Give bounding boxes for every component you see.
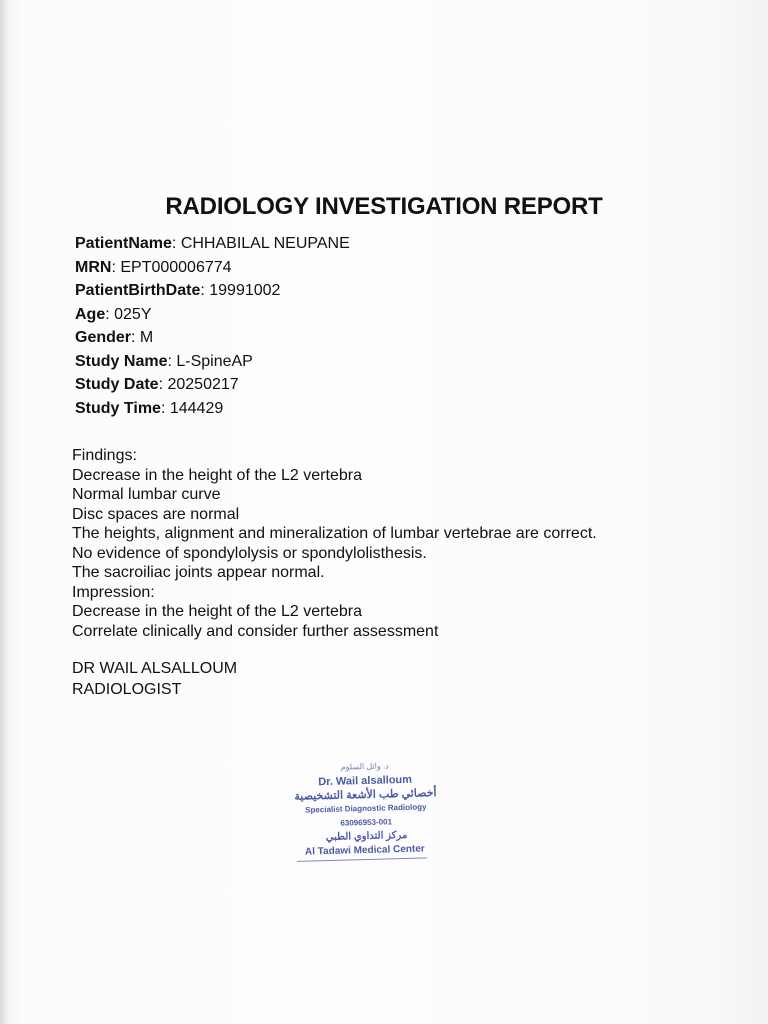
stamp-top-text: د. وائل السلوم <box>340 761 389 772</box>
study-date-label: Study Date <box>75 376 159 393</box>
patient-name-row: PatientName: CHHABILAL NEUPANE <box>75 235 350 252</box>
patient-info <box>75 232 350 420</box>
age-value: 025Y <box>114 305 152 323</box>
finding-line: Decrease in the height of the L2 vertebra <box>72 466 362 484</box>
stamp-arabic-title: أخصائي طب الأشعة التشخيصية <box>294 787 437 803</box>
stamp-center-name: Al Tadawi Medical Center <box>304 843 425 858</box>
impression-line: Correlate clinically and consider further assessment <box>72 622 439 640</box>
study-time-row: Study Time: 144429 <box>75 399 224 417</box>
findings-heading: Findings: <box>72 447 137 464</box>
radiologist-name: DR WAIL ALSALLOUM <box>72 660 238 677</box>
patient-name-value: CHHABILAL NEUPANE <box>180 235 350 252</box>
mrn-value: EPT000006774 <box>120 258 232 276</box>
stamp-specialty: Specialist Diagnostic Radiology <box>305 802 427 815</box>
mrn-row: MRN: EPT000006774 <box>75 258 232 276</box>
birth-date-value: 19991002 <box>209 282 281 299</box>
study-name-row: Study Name: L-SpineAP <box>75 352 253 370</box>
study-date-row: Study Date: 20250217 <box>75 376 239 393</box>
report-body <box>72 446 597 641</box>
impression-line: Decrease in the height of the L2 vertebra <box>72 603 362 620</box>
gender-label: Gender <box>75 329 132 346</box>
study-name-value: L-SpineAP <box>176 352 253 370</box>
finding-line: Disc spaces are normal <box>72 505 240 523</box>
birth-date-row: PatientBirthDate: 19991002 <box>75 282 281 299</box>
gender-value: M <box>139 329 154 346</box>
age-row: Age: 025Y <box>75 305 152 323</box>
study-name-label: Study Name <box>75 352 168 370</box>
gender-row: Gender: M <box>75 329 154 346</box>
page-edge-shadow <box>0 0 8 1024</box>
report-title: RADIOLOGY INVESTIGATION REPORT <box>165 193 603 220</box>
stamp-center-arabic: مركز التداوي الطبي <box>325 829 408 844</box>
patient-name-label: PatientName <box>75 235 172 252</box>
birth-date-label: PatientBirthDate <box>75 282 201 299</box>
finding-line: No evidence of spondylolysis or spondylolisthesis. <box>72 544 427 562</box>
study-time-label: Study Time <box>75 399 161 417</box>
impression-heading: Impression: <box>72 583 155 601</box>
stamp-license-number: 63096953-001 <box>340 817 393 828</box>
study-date-value: 20250217 <box>167 376 239 393</box>
finding-line: Normal lumbar curve <box>72 486 221 503</box>
doctor-stamp <box>285 758 448 872</box>
stamp-doctor-name: Dr. Wail alsalloum <box>318 773 413 789</box>
age-label: Age <box>75 305 106 323</box>
finding-line: The sacroiliac joints appear normal. <box>72 564 325 581</box>
study-time-value: 144429 <box>169 399 224 417</box>
signature-block <box>72 658 237 700</box>
mrn-label: MRN <box>75 258 112 276</box>
radiologist-role: RADIOLOGIST <box>72 681 182 698</box>
finding-line: The heights, alignment and mineralization of lumbar vertebrae are correct. <box>72 525 597 542</box>
